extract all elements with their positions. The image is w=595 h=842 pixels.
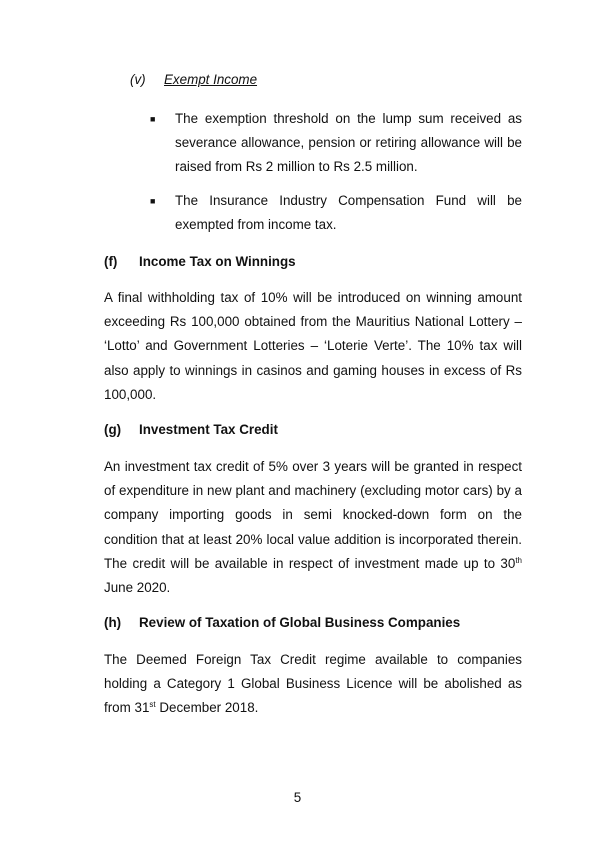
section-paragraph-g	[104, 455, 522, 600]
subsection-title: Exempt Income	[164, 72, 258, 87]
subsection-number: (v)	[130, 72, 146, 87]
exempt-income-heading	[130, 72, 257, 87]
bullet-text: The Insurance Industry Compensation Fund will be exempted from income tax.	[175, 193, 522, 232]
bullet-item	[150, 107, 522, 179]
section-number: (g)	[104, 422, 122, 437]
section-heading-g	[104, 422, 278, 437]
section-paragraph-h	[104, 648, 522, 721]
paragraph-text-end: June 2020.	[104, 580, 171, 596]
bullet-item	[150, 189, 522, 237]
bullet-text: The exemption threshold on the lump sum received as severance allowance, pension or retiring allowance will be raised from Rs 2 million to Rs 2.5 million.	[175, 111, 522, 174]
date-suffix: th	[515, 555, 522, 565]
paragraph-text: An investment tax credit of 5% over 3 years will be granted in respect of expenditure in new plant and machinery (excluding motor cars) by a company importing goods in semi knocked-down form on the condition that at least 20% local value addition is incorporated therein. The credit will be available in respect of investment made up to 30	[104, 459, 522, 571]
bullet-square-icon: ■	[150, 196, 156, 206]
section-heading-f	[104, 254, 296, 269]
section-title: Review of Taxation of Global Business Companies	[139, 615, 461, 630]
section-number: (h)	[104, 615, 122, 630]
paragraph-text: The Deemed Foreign Tax Credit regime available to companies holding a Category 1 Global Business Licence will be abolished as from 31	[104, 652, 522, 716]
page-number: 5	[293, 790, 302, 805]
paragraph-text-end: December 2018.	[155, 700, 259, 716]
section-title: Investment Tax Credit	[139, 422, 278, 437]
date-suffix: st	[149, 700, 156, 710]
section-number: (f)	[104, 254, 118, 269]
bullet-square-icon: ■	[150, 114, 156, 124]
section-title: Income Tax on Winnings	[139, 254, 296, 269]
section-paragraph-f: A final withholding tax of 10% will be introduced on winning amount exceeding Rs 100,000 obtained from the Mauritius National Lottery – ‘Lotto’ and Government Lotteries – ‘Loterie Verte’. The 10% tax will also apply to winnings in casinos and gaming houses in excess of Rs 100,000.	[104, 290, 522, 402]
section-heading-h	[104, 615, 460, 630]
